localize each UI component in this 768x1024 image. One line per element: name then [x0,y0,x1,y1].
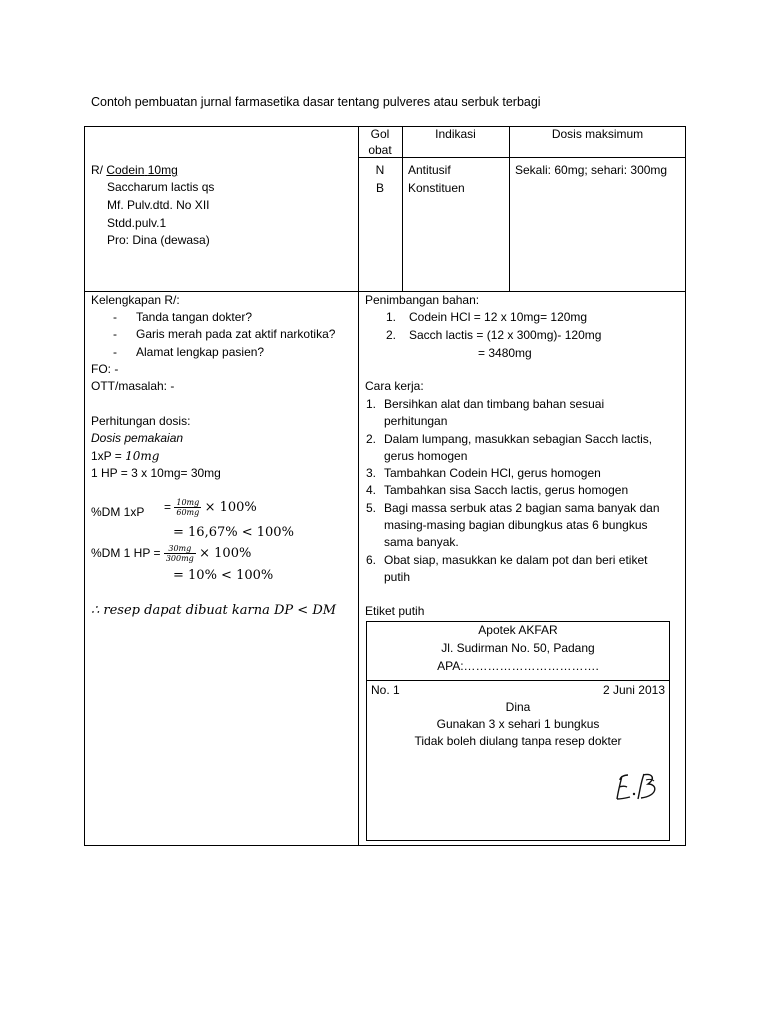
kelengkapan-item: Garis merah pada zat aktif narkotika? [136,327,336,341]
etiket-heading: Etiket putih [365,604,425,618]
list-number: 5. [366,501,377,515]
dm-1xp-formula: = $\frac{10mg}{60mg}$ × 100% [164,498,257,518]
step-line: Bersihkan alat dan timbang bahan sesuai [384,397,605,411]
bullet: - [113,310,117,324]
step-line: masing-masing bagian dibungkus atas 6 bungkus [384,518,648,532]
indikasi-value: Konstituen [408,181,465,195]
usage-instruction: Gunakan 3 x sehari 1 bungkus [436,717,600,731]
dm-1hp-result: = 10% < 100% [173,568,274,583]
divider [358,126,359,846]
apotek-apa: APA:……………………………. [437,659,599,673]
dm-1xp-label: %DM 1xP [91,505,145,519]
list-number: 6. [366,553,377,567]
fo-line: FO: - [91,362,119,376]
prescription-first-line: R/ Codein 10mg [91,163,178,177]
refill-warning: Tidak boleh diulang tanpa resep dokter [414,734,622,748]
step-line: Tambahkan sisa Sacch lactis, gerus homogen [384,483,629,497]
etiket-date: 2 Juni 2013 [602,683,665,697]
penimbangan-item: Codein HCl = 12 x 10mg= 120mg [409,310,588,324]
apotek-name: Apotek AKFAR [478,623,558,637]
bullet: - [113,327,117,341]
etiket-number: No. 1 [371,683,400,697]
header-dosis-maksimum: Dosis maksimum [551,127,644,141]
divider [358,157,686,158]
step-line: perhitungan [384,414,448,428]
conclusion: ∴ resep dapat dibuat karna DP < DM [91,603,337,618]
penimbangan-item: Sacch lactis = (12 x 300mg)- 120mg [409,328,602,342]
prescription-line: Saccharum lactis qs [107,180,215,194]
prescription-drug: Codein [106,163,145,177]
step-line: sama banyak. [384,535,459,549]
cara-kerja-heading: Cara kerja: [365,379,424,393]
step-line: Dalam lumpang, masukkan sebagian Sacch lactis, [384,432,653,446]
header-gol-obat: Gol obat [368,127,392,157]
dosis-pemakaian-label: Dosis pemakaian [91,431,184,445]
dose-per-take: 1xP = 10mg [91,449,160,463]
divider [509,126,510,291]
dosis-maksimum-value: Sekali: 60mg; sehari: 300mg [515,163,668,177]
step-line: Obat siap, masukkan ke dalam pot dan beri etiket [384,553,648,567]
header-indikasi: Indikasi [435,127,476,141]
gol-value: N [375,163,385,177]
list-number: 1. [366,397,377,411]
fraction: $\frac{30mg}{300mg}$ [165,544,194,564]
step-line: Bagi massa serbuk atas 2 bagian sama banyak dan [384,501,660,515]
list-number: 3. [366,466,377,480]
perhitungan-heading: Perhitungan dosis: [91,414,191,428]
prescription-dose: 10mg [147,163,178,177]
prescription-line: Pro: Dina (dewasa) [107,233,210,247]
penimbangan-heading: Penimbangan bahan: [365,293,480,307]
step-line: gerus homogen [384,449,468,463]
patient-name: Dina [505,700,531,714]
indikasi-value: Antitusif [408,163,451,177]
kelengkapan-item: Tanda tangan dokter? [136,310,253,324]
step-line: Tambahkan Codein HCl, gerus homogen [384,466,601,480]
prescription-line: Mf. Pulv.dtd. No XII [107,198,210,212]
list-number: 1. [386,310,397,324]
prescription-line: Stdd.pulv.1 [107,216,167,230]
divider [366,680,670,681]
penimbangan-result: = 3480mg [478,346,532,360]
list-number: 2. [386,328,397,342]
step-line: putih [384,570,411,584]
ott-line: OTT/masalah: - [91,379,175,393]
dose-per-day: 1 HP = 3 x 10mg= 30mg [91,466,221,480]
document-title: Contoh pembuatan jurnal farmasetika dasar tentang pulveres atau serbuk terbagi [91,95,541,109]
bullet: - [113,345,117,359]
signature [614,770,664,804]
apotek-address: Jl. Sudirman No. 50, Padang [441,641,595,655]
gol-value: B [375,181,384,195]
dm-1hp-formula: %DM 1 HP = $\frac{30mg}{300mg}$ × 100% [91,544,252,564]
fraction: $\frac{10mg}{60mg}$ [176,498,200,518]
dm-1xp-result: = 16,67% < 100% [173,525,294,540]
kelengkapan-heading: Kelengkapan R/: [91,293,180,307]
divider [402,126,403,291]
list-number: 2. [366,432,377,446]
list-number: 4. [366,483,377,497]
kelengkapan-item: Alamat lengkap pasien? [136,345,265,359]
